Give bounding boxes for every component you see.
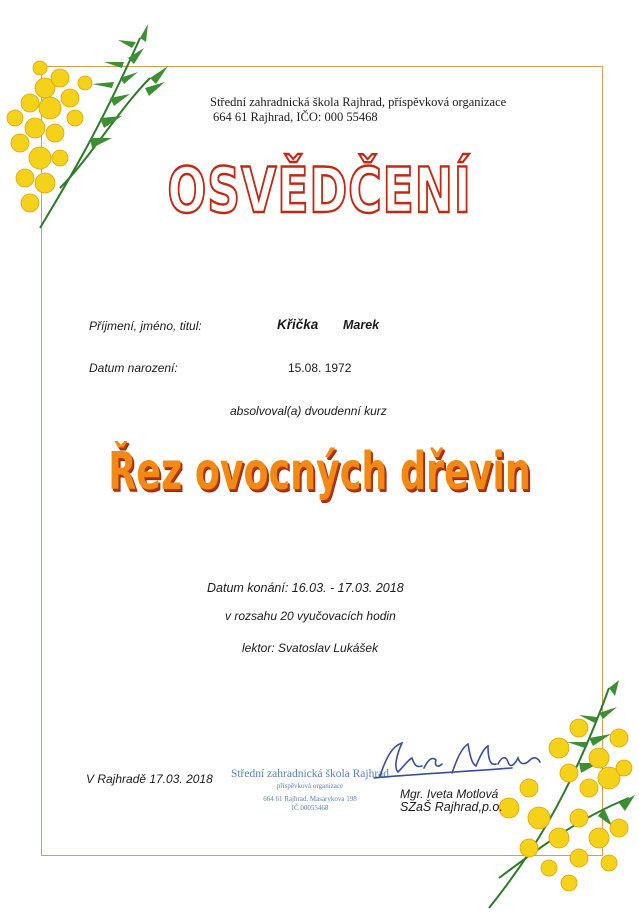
course-title: Řez ovocných dřevin xyxy=(108,442,531,502)
signatory-role: SZaŠ Rajhrad,p.o. xyxy=(400,800,503,814)
birth-date-value: 15.08. 1972 xyxy=(288,361,352,375)
signature xyxy=(372,738,547,783)
certificate-title: OSVĚDČENÍ xyxy=(167,154,472,227)
stamp-line-2: příspěvková organizace xyxy=(276,782,344,790)
birth-date-label: Datum narození: xyxy=(89,361,178,375)
place-and-date: V Rajhradě 17.03. 2018 xyxy=(86,772,213,786)
stamp-line-4: IČ 00055468 xyxy=(291,804,329,812)
course-scope: v rozsahu 20 vyučovacích hodin xyxy=(225,609,396,623)
first-name-value: Marek xyxy=(343,318,380,332)
surname-value: Křička xyxy=(277,317,319,332)
stamp-line-3: 664 61 Rajhrad, Masarykova 198 xyxy=(263,795,357,803)
name-label: Příjmení, jméno, titul: xyxy=(89,319,202,333)
school-address: 664 61 Rajhrad, IČO: 000 55468 xyxy=(213,110,378,124)
lecturer: lektor: Svatoslav Lukášek xyxy=(242,641,379,655)
course-dates: Datum konání: 16.03. - 17.03. 2018 xyxy=(207,581,404,595)
school-stamp xyxy=(230,768,390,812)
school-name: Střední zahradnická škola Rajhrad, příspěvková organizace xyxy=(210,95,507,109)
signatory-name: Mgr. Iveta Motlová xyxy=(400,787,499,801)
stamp-line-1: Střední zahradnická škola Rajhrad xyxy=(230,768,390,780)
completion-text: absolvoval(a) dvoudenní kurz xyxy=(230,404,387,418)
